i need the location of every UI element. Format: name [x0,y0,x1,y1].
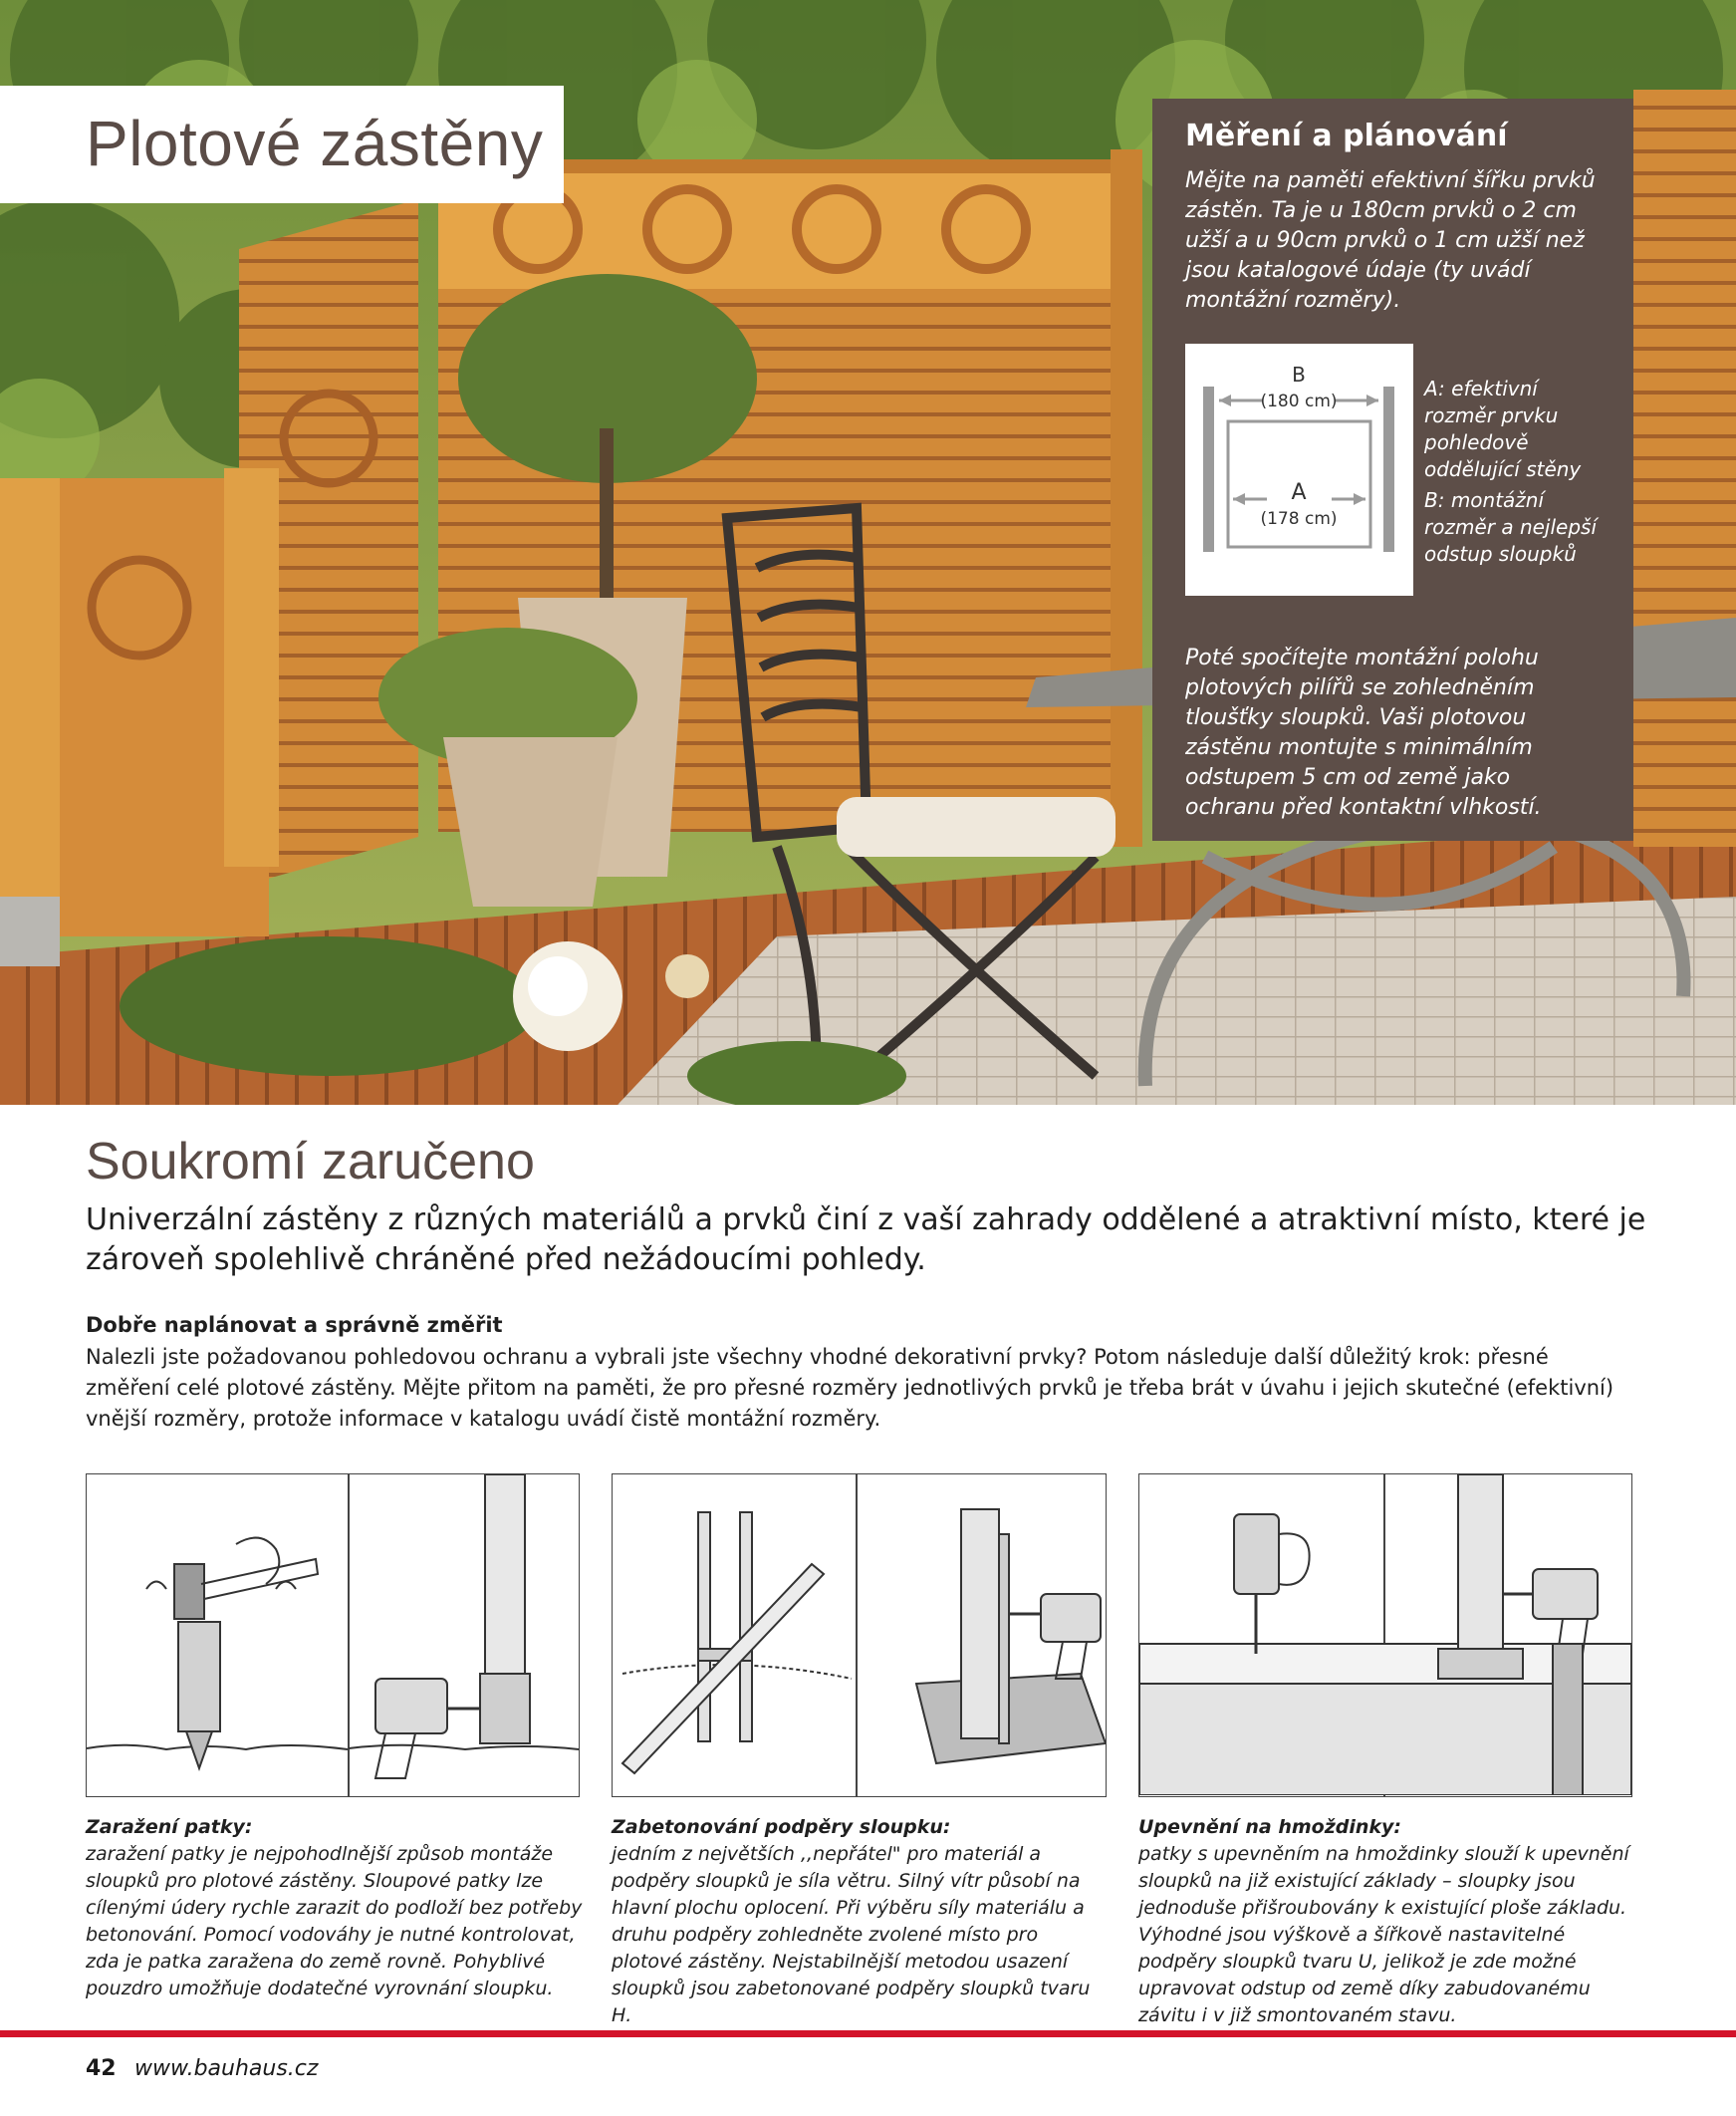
dimension-diagram-row [1185,344,1600,573]
dowel-anchor-illustration [1139,1474,1631,1795]
page-title: Plotové zástěny [86,108,544,179]
footer-rule [0,2030,1736,2037]
value-b: (180 cm) [1260,392,1338,411]
caption-dowel-mount [1138,1814,1636,2029]
caption-driving-post [86,1814,584,2002]
info-intro-text: Mějte na paměti efektivní šířku prvků zástěn. Ta je u 180cm prvků o 2 cm užší a u 90cm prvků o 1 cm užší než jsou katalogové údaje (ty uvádí montážní rozměry). [1185,168,1596,313]
section-title: Soukromí zaručeno [86,1133,535,1190]
illustration-panel-concrete-post [612,1473,1107,1797]
website-link[interactable]: www.bauhaus.cz [134,2056,319,2081]
caption-text: jedním z největších ,,nepřátel" pro materiál a podpěry sloupků je síla větru. Silný vítr působí na hlavní plochu oplocení. Při výběru síly materiálu a druhu podpěry zohledněte zvolené místo pro plotové zástěny. Nejstabilnější metodou usazení sloupků jsou zabetonované podpěry sloupků tvaru H. [612,1843,1091,2026]
h-post-support-illustration [613,1474,1106,1795]
caption-title: Zaražení patky: [86,1816,253,1838]
illustration-panel-driving-post [86,1473,580,1797]
sub-heading: Dobře naplánovat a správně změřit [86,1313,503,1337]
caption-title: Zabetonování podpěry sloupku: [612,1816,951,1838]
lead-paragraph: Univerzální zástěny z různých materiálů a prvků činí z vaší zahrady oddělené a atraktivní místo, které je zároveň spolehlivě chráněné před nežádoucími pohledy. [86,1202,1646,1277]
page-number: 42 [86,2056,117,2081]
info-outro-text: Poté spočítejte montážní polohu plotových pilířů se zohledněním tloušťky sloupků. Vaši plotovou zástěnu montujte s minimálním odstupem 5 cm od země jako ochranu před kontaktní vlhkostí. [1185,646,1542,820]
label-b: B [1292,363,1306,387]
measurement-info-box [1152,99,1633,841]
dimension-diagram-drawing [1185,344,1413,596]
caption-text: patky s upevněním na hmoždinky slouží k upevnění sloupků na již existující základy – sloupky jsou jednoduše přišroubovány k existující ploše základu. Výhodné jsou výškově a šířkově nastavitelné podpěry sloupků tvaru U, jelikož je zde možné upravovat odstup od země díky zabudovanému závitu i v již smontovaném stavu. [1138,1843,1629,2026]
caption-concrete-post [612,1814,1110,2029]
legend-b: B: montážní rozměr a nejlepší odstup sloupků [1424,488,1598,566]
illustration-panel-dowel-mount [1138,1473,1632,1797]
value-a: (178 cm) [1260,509,1338,529]
body-paragraph: Nalezli jste požadovanou pohledovou ochranu a vybrali jste všechny vhodné dekorativní prvky? Potom následuje další důležitý krok: přesné změření celé plotové zástěny. Mějte přitom na paměti, že pro přesné rozměry jednotlivých prvků je třeba brát v úvahu i jejich skutečné (efektivní) vnější rozměry, protože informace v katalogu uvádí čistě montážní rozměry. [86,1345,1614,1431]
hero-title-box [0,86,564,203]
legend-a: A: efektivní rozměr prvku pohledově oddělující stěny [1424,377,1582,481]
caption-text: zaražení patky je nejpohodlnější způsob montáže sloupků pro plotové zástěny. Sloupové patky lze cílenými údery rychle zarazit do podloží bez potřeby betonování. Pomocí vodováhy je nutné kontrolovat, zda je patka zaražena do země rovně. Pohyblivé pouzdro umožňuje dodatečné vyrovnání sloupku. [86,1843,583,1999]
dimension-diagram [1185,344,1413,596]
hammer-post-anchor-illustration [87,1474,579,1795]
info-heading: Měření a plánování [1185,119,1508,153]
dimension-legend [1424,376,1604,568]
caption-title: Upevnění na hmoždinky: [1138,1816,1402,1838]
label-a: A [1291,480,1307,505]
